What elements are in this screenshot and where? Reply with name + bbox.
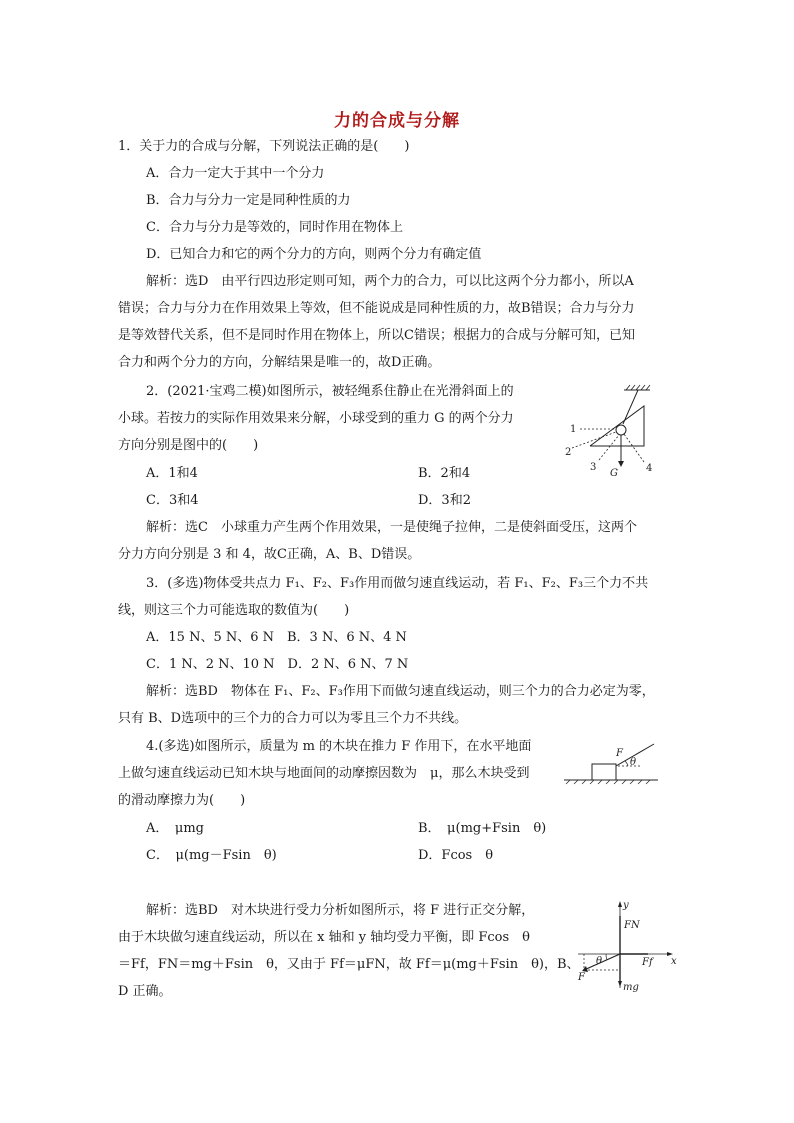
page-title: 力的合成与分解 (334, 111, 460, 131)
fig-label-2: 2 (565, 447, 572, 458)
fig-label-theta: θ (630, 757, 637, 768)
fig-label-4: 4 (646, 463, 653, 474)
q2-option-c: C．3和4 (146, 493, 199, 508)
fig-label-normal-force: FN (624, 920, 640, 931)
q2-option-a: A．1和4 (146, 466, 198, 481)
fig-label-1: 1 (570, 424, 577, 435)
q1-explanation-line: 解析：选D 由平行四边形定则可知，两个力的合力，可以比这两个分力都小，所以A (146, 274, 634, 289)
fig-label-theta: θ (596, 956, 603, 967)
q4-option-c: C． μ(mg－Fsin θ) (146, 848, 277, 863)
q2-option-b: B．2和4 (418, 466, 471, 481)
q3-stem: 线，则这三个力可能选取的数值为( ) (118, 603, 350, 618)
q4-explanation-line: D 正确。 (118, 984, 172, 999)
q2-stem: 小球。若按力的实际作用效果来分解，小球受到的重力 G 的两个分力 (118, 411, 514, 426)
force-diagram-figure (574, 898, 678, 998)
q3-options-ab: A．15 N、5 N、6 N B．3 N、6 N、4 N (146, 630, 407, 645)
q1-explanation-line: 是等效替代关系，但不是同时作用在物体上，所以C错误；根据力的合成与分解可知，已知 (118, 328, 635, 343)
fig-label-friction: Ff (642, 957, 653, 968)
fig-label-gravity: G (610, 468, 618, 479)
incline-ball-figure (560, 384, 660, 480)
q2-option-d: D．3和2 (418, 493, 471, 508)
q2-stem: 方向分别是图中的( ) (118, 438, 259, 453)
q4-explanation-line: ＝Ff，FN＝mg＋Fsin θ，又由于 Ff＝μFN，故 Ff＝μ(mg＋Fsin θ)，B、 (118, 957, 580, 972)
fig-label-force: F (578, 972, 585, 983)
block-push-figure (562, 738, 662, 788)
fig-label-3: 3 (590, 462, 597, 473)
q3-options-cd: C．1 N、2 N、10 N D．2 N、6 N、7 N (146, 657, 409, 672)
fig-axis-y: y (623, 900, 629, 911)
q4-option-d: D．Fcos θ (418, 848, 494, 863)
fig-label-force: F (616, 748, 623, 759)
q2-explanation-line: 分力方向分别是 3 和 4，故C正确，A、B、D错误。 (118, 547, 421, 562)
q2-explanation-line: 解析：选C 小球重力产生两个作用效果，一是使绳子拉伸，二是使斜面受压，这两个 (146, 520, 637, 535)
q4-option-a: A． μmg (146, 821, 204, 836)
q2-stem: 2．(2021·宝鸡二模)如图所示，被轻绳系住静止在光滑斜面上的 (146, 384, 514, 399)
q1-option-b: B．合力与分力一定是同种性质的力 (146, 193, 351, 208)
q4-explanation-line: 由于木块做匀速直线运动，所以在 x 轴和 y 轴均受力平衡，即 Fcos θ (118, 930, 530, 945)
q1-explanation-line: 错误；合力与分力在作用效果上等效，但不能说成是同种性质的力，故B错误；合力与分力 (118, 301, 635, 316)
q4-stem: 上做匀速直线运动已知木块与地面间的动摩擦因数为 μ，那么木块受到 (118, 766, 530, 781)
q1-stem: 1．关于力的合成与分解，下列说法正确的是( ) (118, 139, 410, 154)
q3-explanation-line: 只有 B、D选项中的三个力的合力可以为零且三个力不共线。 (118, 711, 468, 726)
q4-explanation-line: 解析：选BD 对木块进行受力分析如图所示，将 F 进行正交分解， (146, 903, 535, 918)
q1-option-a: A．合力一定大于其中一个分力 (146, 166, 325, 181)
q1-option-c: C．合力与分力是等效的，同时作用在物体上 (146, 220, 403, 235)
q3-explanation-line: 解析：选BD 物体在 F₁、F₂、F₃作用下而做匀速直线运动，则三个力的合力必定为零， (146, 684, 655, 699)
q4-option-b: B． μ(mg+Fsin θ) (418, 821, 547, 836)
q1-explanation-line: 合力和两个分力的方向，分解结果是唯一的，故D正确。 (118, 355, 441, 370)
fig-label-weight: mg (623, 982, 639, 993)
q1-option-d: D．已知合力和它的两个分力的方向，则两个分力有确定值 (146, 247, 482, 262)
q4-stem: 4.(多选)如图所示，质量为 m 的木块在推力 F 作用下，在水平地面 (146, 739, 532, 754)
q3-stem: 3．(多选)物体受共点力 F₁、F₂、F₃作用而做匀速直线运动，若 F₁、F₂、F₃三个力不共 (146, 576, 649, 591)
q4-stem: 的滑动摩擦力为( ) (118, 793, 246, 808)
fig-axis-x: x (671, 956, 677, 967)
